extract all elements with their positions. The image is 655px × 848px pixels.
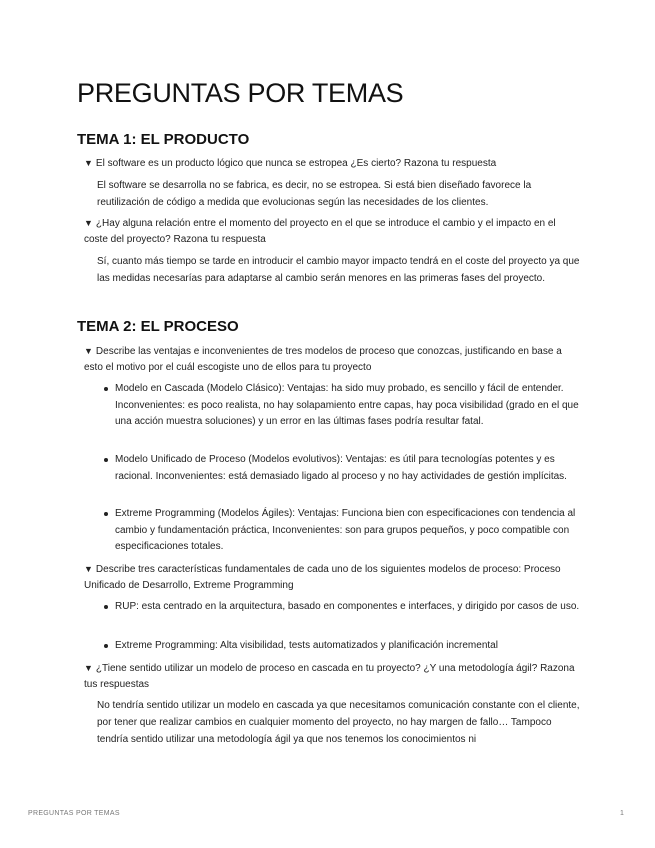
bullet-icon [104, 458, 108, 462]
list-item [115, 506, 580, 556]
question-text: El software es un producto lógico que nunca se estropea ¿Es cierto? Razona tu respuesta [95, 158, 497, 169]
list-item-text: Modelo Unificado de Proceso (Modelos evolutivos): Ventajas: es útil para tecnologías potentes y es racional. Inconvenientes: está demasiado ligado al proceso y no hay actividades de gestión implícitas. [115, 454, 567, 482]
bullet-icon [104, 605, 108, 609]
bullet-icon [104, 387, 108, 391]
question-text: Describe tres características fundamentales de cada uno de los siguientes modelos de proceso: Proceso Unificado de Desarrollo, Extreme Programming [84, 564, 561, 591]
list-item-text: RUP: esta centrado en la arquitectura, basado en componentes e interfaces, y dirigido por casos de uso. [115, 601, 580, 612]
toggle-question[interactable] [84, 561, 579, 594]
section-heading-tema-2: TEMA 2: EL PROCESO [77, 318, 239, 335]
section-heading-tema-1: TEMA 1: EL PRODUCTO [77, 131, 250, 148]
list-item [115, 599, 580, 616]
answer-text: El software se desarrolla no se fabrica, es decir, no se estropea. Si está bien diseñado favorece la reutilización de código a medida que evolucionas según las necesidades de los clientes. [97, 180, 532, 208]
question-text: ¿Tiene sentido utilizar un modelo de proceso en cascada en tu proyecto? ¿Y una metodología ágil? Razona tus respuestas [84, 663, 575, 690]
toggle-question[interactable] [84, 155, 579, 172]
answer-text: Sí, cuanto más tiempo se tarde en introducir el cambio mayor impacto tendrá en el coste del proyecto ya que las medidas necesarías para adaptarse al cambio serán menores en las primeras fases del proyecto. [97, 256, 580, 284]
triangle-down-icon[interactable]: ▼ [84, 158, 93, 168]
list-item [115, 638, 580, 655]
page-number: 1 [620, 810, 624, 817]
footer-title: PREGUNTAS POR TEMAS [28, 810, 120, 817]
toggle-question[interactable] [84, 343, 579, 376]
list-item-text: Extreme Programming (Modelos Ágiles): Ventajas: Funciona bien con especificaciones con tendencia al cambio y fundamentación práctica, Inconvenientes: son para grupos pequeños, y poco compatible con especificaciones totales. [115, 508, 576, 552]
triangle-down-icon[interactable]: ▼ [84, 663, 93, 673]
question-text: ¿Hay alguna relación entre el momento del proyecto en el que se introduce el cambio y el impacto en el coste del proyecto? Razona tu respuesta [84, 218, 556, 245]
triangle-down-icon[interactable]: ▼ [84, 564, 93, 574]
toggle-question[interactable] [84, 660, 579, 693]
triangle-down-icon[interactable]: ▼ [84, 346, 93, 356]
list-item [115, 452, 580, 485]
list-item-text: Modelo en Cascada (Modelo Clásico): Ventajas: ha sido muy probado, es sencillo y fácil de entender. Inconvenientes: es poco realista, no hay solapamiento entre capas, hay poca visibilidad (grado en el que una acción muestra soluciones) y un error en las últimas fases podría resultar fatal. [115, 383, 579, 427]
question-text: Describe las ventajas e inconvenientes de tres modelos de proceso que conozcas, justificando en base a esto el motivo por el cuál escogiste uno de ellos para tu proyecto [84, 346, 562, 373]
bullet-icon [104, 644, 108, 648]
bullet-icon [104, 512, 108, 516]
toggle-question[interactable] [84, 215, 579, 248]
list-item-text: Extreme Programming: Alta visibilidad, tests automatizados y planificación incremental [115, 640, 498, 651]
answer-text: No tendría sentido utilizar un modelo en cascada ya que necesitamos comunicación constante con el cliente, por tener que realizar cambios en cualquier momento del proyecto, no hay margen de fallo… Tampoco tendría sentido utilizar una metodología ágil ya que nos tenemos los conocimientos ni [97, 700, 580, 745]
page-title: PREGUNTAS POR TEMAS [77, 78, 404, 108]
triangle-down-icon[interactable]: ▼ [84, 218, 93, 228]
list-item [115, 381, 580, 431]
